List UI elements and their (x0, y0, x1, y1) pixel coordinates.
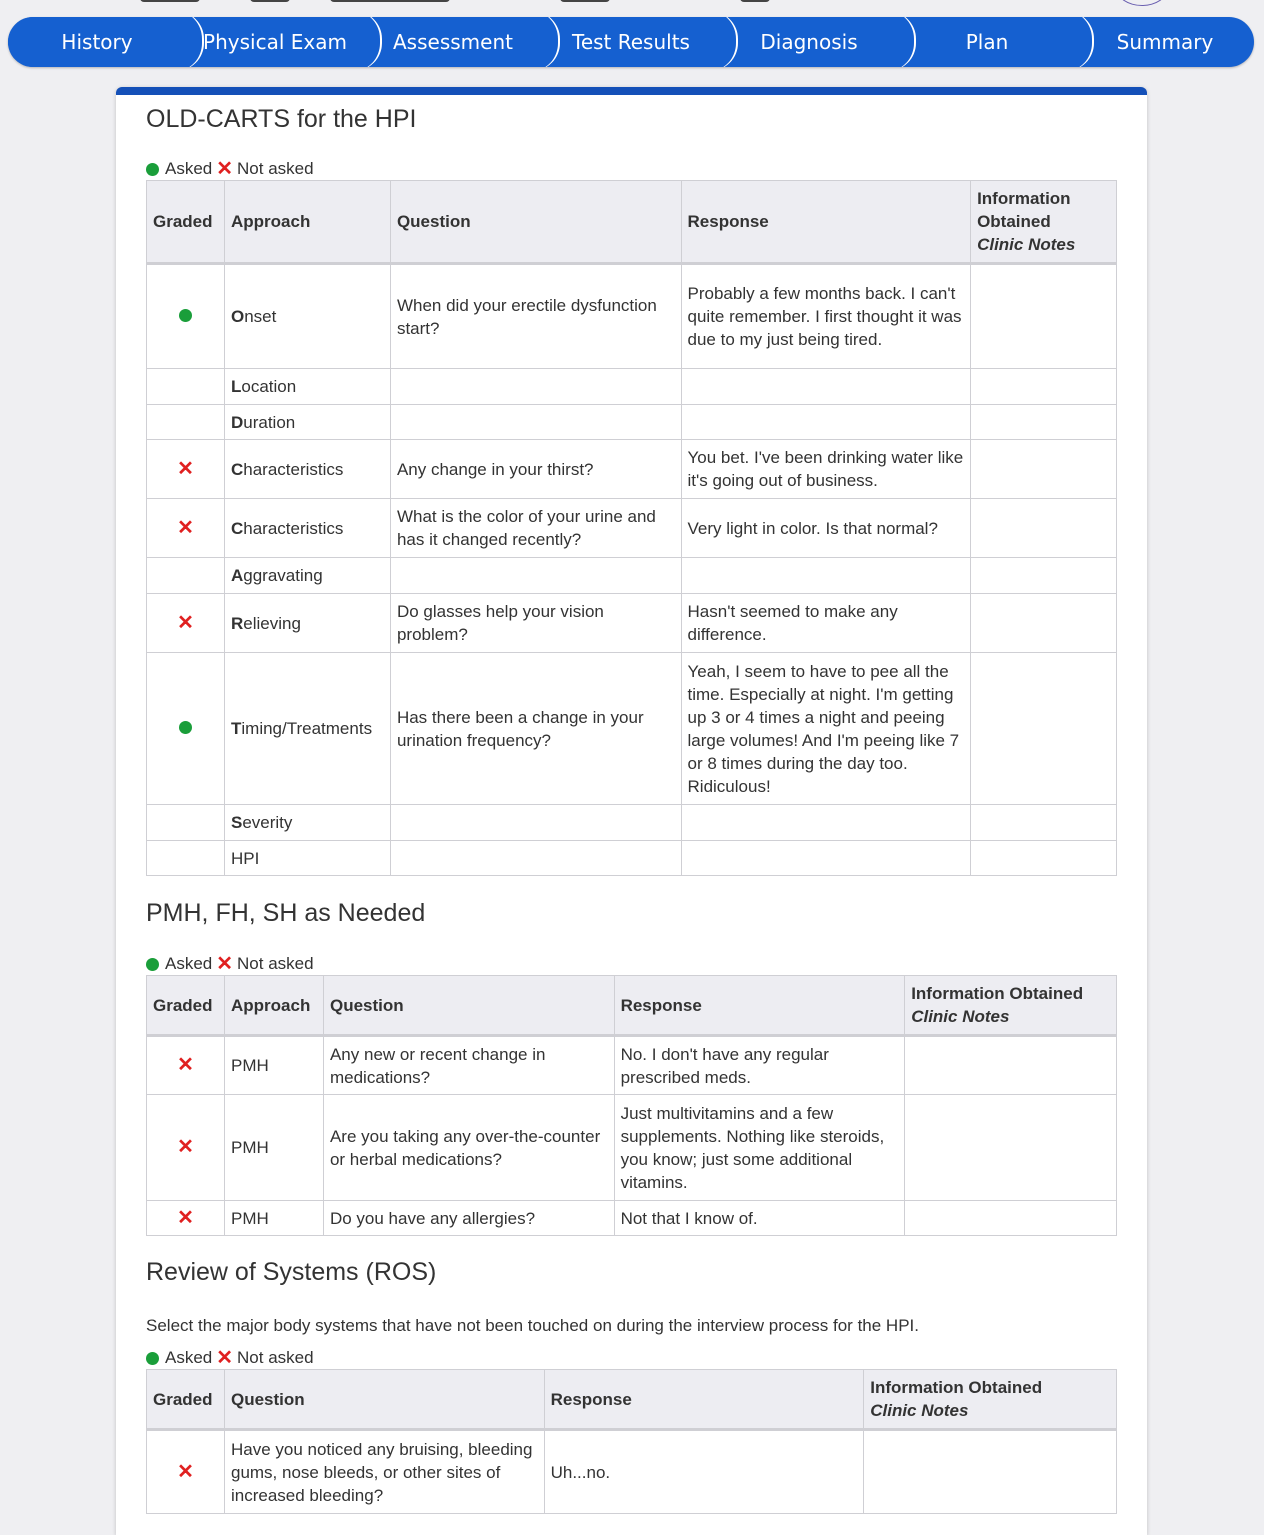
not-asked-x-icon: ✕ (177, 1136, 194, 1158)
not-asked-x-icon: ✕ (216, 1347, 234, 1369)
approach-label: haracteristics (243, 518, 344, 538)
table-row (147, 264, 1117, 369)
question-cell: What is the color of your urine and has it changed recently? (390, 499, 681, 558)
response-cell: Hasn't seemed to make any difference. (681, 594, 971, 653)
approach-label: ocation (241, 377, 297, 396)
approach-initial: A (230, 566, 244, 585)
header-info (905, 976, 1117, 1036)
pmh-title: PMH, FH, SH as Needed (146, 899, 426, 927)
table-row (147, 405, 1117, 440)
response-cell: Probably a few months back. I can't quite remember. I first thought it was due to my just being tired. (681, 264, 971, 369)
legend-asked: Asked (165, 954, 213, 973)
question-cell: Has there been a change in your urination frequency? (390, 653, 681, 805)
question-cell: Have you noticed any bruising, bleeding gums, nose bleeds, or other sites of increased bleeding? (224, 1430, 544, 1514)
table-row (147, 369, 1117, 405)
cropped-header-strip (0, 0, 1264, 8)
question-cell: When did your erectile dysfunction start? (390, 264, 681, 369)
legend-not-asked: Not asked (237, 159, 314, 178)
approach-cell (224, 805, 390, 841)
clinic-notes-cell[interactable] (971, 653, 1117, 805)
legend-not-asked: Not asked (237, 1348, 314, 1367)
question-cell: Do glasses help your vision problem? (390, 594, 681, 653)
graded-cell (147, 1036, 225, 1095)
response-cell: Very light in color. Is that normal? (681, 499, 971, 558)
approach-initial: S (230, 813, 243, 832)
ros-legend (146, 1348, 314, 1368)
graded-cell (147, 558, 225, 594)
graded-cell (147, 440, 225, 499)
clinic-notes-cell[interactable] (971, 594, 1117, 653)
question-cell (390, 369, 681, 405)
approach-cell (224, 499, 390, 558)
question-cell (390, 405, 681, 440)
header-approach: Approach (224, 181, 390, 264)
approach-cell (224, 594, 390, 653)
header-info (864, 1370, 1117, 1430)
not-asked-x-icon: ✕ (177, 457, 194, 480)
approach-cell: PMH (224, 1201, 323, 1236)
approach-initial: T (230, 719, 242, 738)
header-response: Response (681, 181, 971, 264)
response-cell (681, 369, 971, 405)
table-row (147, 653, 1117, 805)
table-row (147, 841, 1117, 876)
legend-asked: Asked (165, 159, 213, 178)
graded-cell (147, 369, 225, 405)
tab-plan[interactable]: Plan (898, 17, 1076, 67)
tab-assessment[interactable]: Assessment (364, 17, 542, 67)
not-asked-x-icon: ✕ (177, 1460, 194, 1483)
clinic-notes-cell[interactable] (971, 805, 1117, 841)
question-cell: Are you taking any over-the-counter or herbal medications? (323, 1095, 614, 1201)
approach-cell (224, 841, 390, 876)
response-cell: Not that I know of. (614, 1201, 905, 1236)
table-row (147, 1201, 1117, 1236)
pmh-legend (146, 954, 314, 974)
not-asked-x-icon: ✕ (177, 1206, 194, 1229)
table-header-row (147, 181, 1117, 264)
header-info-label: Information Obtained (870, 1378, 1043, 1397)
hpi-title: OLD-CARTS for the HPI (146, 105, 417, 133)
tab-history[interactable]: History (8, 17, 186, 67)
approach-initial: D (230, 412, 244, 432)
asked-dot-icon (146, 1352, 159, 1365)
header-clinic-notes: Clinic Notes (977, 235, 1076, 254)
approach-initial: R (230, 613, 244, 633)
response-cell: Yeah, I seem to have to pee all the time. Especially at night. I'm getting up 3 or 4 times a night and peeing large volumes! And I'm peeing like 7 or 8 times during the day too. Ridiculous! (681, 653, 971, 805)
approach-cell: PMH (224, 1095, 323, 1201)
approach-label: HPI (230, 848, 260, 868)
clinic-notes-cell[interactable] (905, 1095, 1117, 1201)
approach-initial: L (230, 377, 242, 396)
header-clinic-notes: Clinic Notes (870, 1401, 969, 1420)
approach-initial: C (230, 518, 244, 538)
approach-label: uration (243, 412, 296, 432)
table-header-row (147, 976, 1117, 1036)
asked-dot-icon (179, 721, 192, 734)
graded-cell (147, 805, 225, 841)
clinic-notes-cell[interactable] (971, 841, 1117, 876)
not-asked-x-icon: ✕ (216, 158, 234, 180)
question-cell: Any new or recent change in medications? (323, 1036, 614, 1095)
response-cell: Uh...no. (544, 1430, 864, 1514)
legend-asked: Asked (165, 1348, 213, 1367)
tab-summary[interactable]: Summary (1116, 30, 1214, 54)
graded-cell (147, 405, 225, 440)
history-card (116, 87, 1147, 1535)
hpi-table (146, 180, 1117, 876)
table-row (147, 1095, 1117, 1201)
response-cell (681, 405, 971, 440)
approach-cell (224, 440, 390, 499)
approach-label: everity (242, 813, 293, 832)
response-cell (681, 558, 971, 594)
ros-instruction: Select the major body systems that have not been touched on during the interview process for the HPI. (146, 1316, 919, 1335)
graded-cell (147, 653, 225, 805)
header-question: Question (224, 1370, 544, 1430)
table-row (147, 440, 1117, 499)
approach-cell: PMH (224, 1036, 323, 1095)
clinic-notes-cell[interactable] (905, 1201, 1117, 1236)
table-header-row (147, 1370, 1117, 1430)
header-info-label: Information Obtained (977, 189, 1071, 231)
hpi-legend (146, 159, 314, 179)
question-cell: Do you have any allergies? (323, 1201, 614, 1236)
not-asked-x-icon: ✕ (177, 516, 194, 539)
not-asked-x-icon: ✕ (216, 953, 234, 975)
approach-label: elieving (243, 613, 301, 633)
not-asked-x-icon: ✕ (177, 611, 194, 634)
header-question: Question (323, 976, 614, 1036)
table-row (147, 558, 1117, 594)
clinic-notes-cell[interactable] (971, 264, 1117, 369)
approach-initial: C (230, 459, 244, 479)
graded-cell (147, 264, 225, 369)
response-cell: You bet. I've been drinking water like it's going out of business. (681, 440, 971, 499)
header-question: Question (390, 181, 681, 264)
table-row (147, 805, 1117, 841)
approach-label: iming/Treatments (241, 719, 373, 738)
graded-cell (147, 1201, 225, 1236)
not-asked-x-icon: ✕ (177, 1054, 194, 1076)
header-info-label: Information Obtained (911, 984, 1084, 1003)
table-row (147, 1036, 1117, 1095)
approach-label: nset (244, 307, 277, 326)
pmh-table (146, 975, 1117, 1236)
header-info (971, 181, 1117, 264)
clinic-notes-cell[interactable] (971, 369, 1117, 405)
asked-dot-icon (146, 163, 159, 176)
clinic-notes-cell[interactable] (971, 405, 1117, 440)
approach-cell (224, 264, 390, 369)
clinic-notes-cell[interactable] (971, 499, 1117, 558)
response-cell (681, 805, 971, 841)
approach-cell (224, 653, 390, 805)
legend-not-asked: Not asked (237, 954, 314, 973)
graded-cell (147, 841, 225, 876)
response-cell: Just multivitamins and a few supplements. Nothing like steroids, you know; just some additional vitamins. (614, 1095, 905, 1201)
clinic-notes-cell[interactable] (971, 440, 1117, 499)
table-row (147, 594, 1117, 653)
approach-cell (224, 405, 390, 440)
clinic-notes-cell[interactable] (905, 1036, 1117, 1095)
header-response: Response (544, 1370, 864, 1430)
header-clinic-notes: Clinic Notes (911, 1007, 1010, 1026)
response-cell (681, 841, 971, 876)
clinic-notes-cell[interactable] (971, 558, 1117, 594)
approach-cell (224, 369, 390, 405)
ros-table (146, 1369, 1117, 1514)
approach-label: ggravating (243, 566, 323, 585)
question-cell (390, 841, 681, 876)
header-graded: Graded (147, 1370, 225, 1430)
question-cell (390, 558, 681, 594)
approach-label: haracteristics (243, 459, 344, 479)
tab-physical-exam[interactable]: Physical Exam (186, 17, 364, 67)
tab-diagnosis[interactable]: Diagnosis (720, 17, 898, 67)
graded-cell (147, 1095, 225, 1201)
header-response: Response (614, 976, 905, 1036)
table-row (147, 499, 1117, 558)
approach-cell (224, 558, 390, 594)
header-graded: Graded (147, 976, 225, 1036)
graded-cell (147, 499, 225, 558)
header-graded: Graded (147, 181, 225, 264)
approach-initial: O (230, 307, 245, 326)
asked-dot-icon (146, 958, 159, 971)
question-cell: Any change in your thirst? (390, 440, 681, 499)
header-approach: Approach (224, 976, 323, 1036)
graded-cell (147, 594, 225, 653)
question-cell (390, 805, 681, 841)
asked-dot-icon (179, 309, 192, 322)
top-nav (8, 17, 1254, 67)
tab-test-results[interactable]: Test Results (542, 17, 720, 67)
response-cell: No. I don't have any regular prescribed meds. (614, 1036, 905, 1095)
ros-title: Review of Systems (ROS) (146, 1258, 437, 1286)
